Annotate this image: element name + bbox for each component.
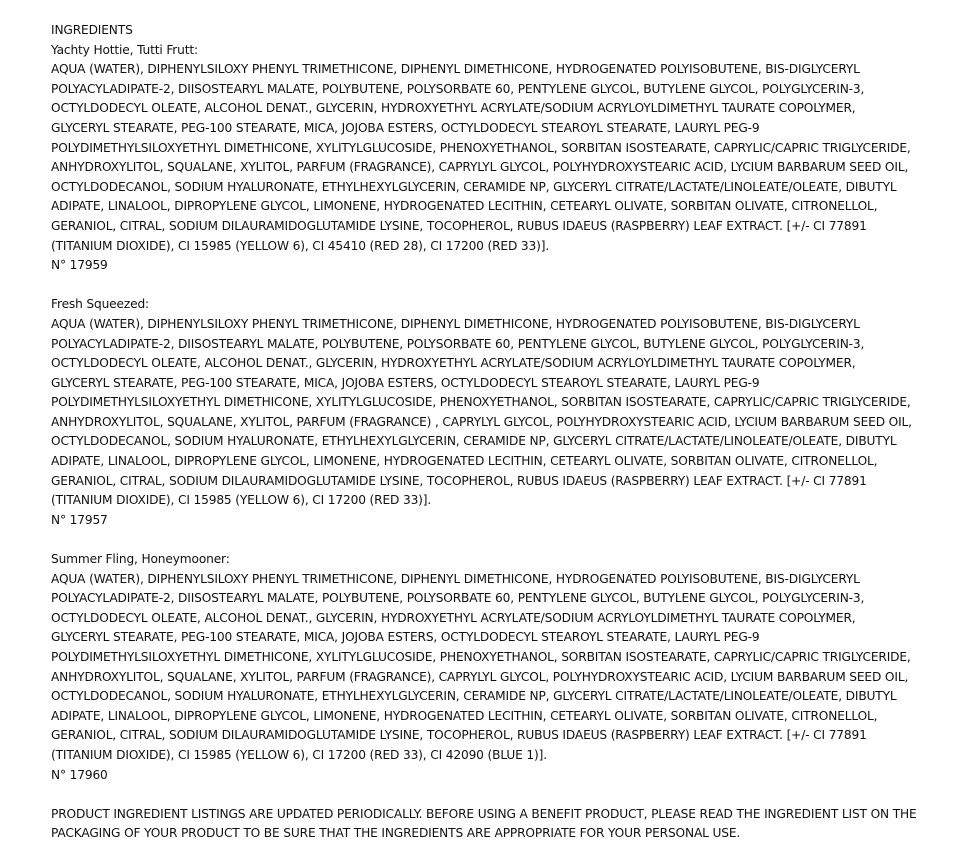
disclaimer-text: PRODUCT INGREDIENT LISTINGS ARE UPDATED PERIODICALLY. BEFORE USING A BENEFIT PRODUCT, PLEASE READ THE INGREDIENT LIST ON THE PACKAGING OF YOUR PRODUCT TO BE SURE THAT THE INGREDIENTS ARE APPROPRIATE FOR YOUR PERSONAL USE. [51, 806, 917, 841]
section-title: Summer Fling, Honeymooner: [51, 552, 230, 567]
product-number: N° 17959 [51, 258, 108, 273]
ingredient-section [51, 41, 931, 276]
section-title: Yachty Hottie, Tutti Frutt: [51, 42, 198, 57]
product-number: N° 17957 [51, 512, 108, 527]
ingredients-document [51, 21, 931, 844]
ingredient-list: AQUA (WATER), DIPHENYLSILOXY PHENYL TRIMETHICONE, DIPHENYL DIMETHICONE, HYDROGENATED POLYISOBUTENE, BIS-DIGLYCERYL POLYACYLADIPATE-2, DIISOSTEARYL MALATE, POLYBUTENE, POLYSORBATE 60, PENTYLENE GLYCOL, BUTYLENE GLYCOL, POLYGLYCERIN-3, OCTYLDODECYL OLEATE, ALCOHOL DENAT., GLYCERIN, HYDROXYETHYL ACRYLATE/SODIUM ACRYLOYLDIMETHYL TAURATE COPOLYMER, GLYCERYL STEARATE, PEG-100 STEARATE, MICA, JOJOBA ESTERS, OCTYLDODECYL STEAROYL STEARATE, LAURYL PEG-9 POLYDIMETHYLSILOXYETHYL DIMETHICONE, XYLITYLGLUCOSIDE, PHENOXYETHANOL, SORBITAN ISOSTEARATE, CAPRYLIC/CAPRIC TRIGLYCERIDE, ANHYDROXYLITOL, SQUALANE, XYLITOL, PARFUM (FRAGRANCE) , CAPRYLYL GLYCOL, POLYHYDROXYSTEARIC ACID, LYCIUM BARBARUM SEED OIL, OCTYLDODECANOL, SODIUM HYALURONATE, ETHYLHEXYLGLYCERIN, CERAMIDE NP, GLYCERYL CITRATE/LACTATE/LINOLEATE/OLEATE, DIBUTYL ADIPATE, LINALOOL, DIPROPYLENE GLYCOL, LIMONENE, HYDROGENATED LECITHIN, CETEARYL OLIVATE, SORBITAN OLIVATE, CITRONELLOL, GERANIOL, CITRAL, SODIUM DILAURAMIDOGLUTAMIDE LYSINE, TOCOPHEROL, RUBUS IDAEUS (RASPBERRY) LEAF EXTRACT. [+/- CI 77891 (TITANIUM DIOXIDE), CI 15985 (YELLOW 6), CI 17200 (RED 33)]. [51, 316, 912, 508]
ingredient-section [51, 295, 931, 530]
section-title: Fresh Squeezed: [51, 297, 149, 312]
ingredient-list: AQUA (WATER), DIPHENYLSILOXY PHENYL TRIMETHICONE, DIPHENYL DIMETHICONE, HYDROGENATED POLYISOBUTENE, BIS-DIGLYCERYL POLYACYLADIPATE-2, DIISOSTEARYL MALATE, POLYBUTENE, POLYSORBATE 60, PENTYLENE GLYCOL, BUTYLENE GLYCOL, POLYGLYCERIN-3, OCTYLDODECYL OLEATE, ALCOHOL DENAT., GLYCERIN, HYDROXYETHYL ACRYLATE/SODIUM ACRYLOYLDIMETHYL TAURATE COPOLYMER, GLYCERYL STEARATE, PEG-100 STEARATE, MICA, JOJOBA ESTERS, OCTYLDODECYL STEAROYL STEARATE, LAURYL PEG-9 POLYDIMETHYLSILOXYETHYL DIMETHICONE, XYLITYLGLUCOSIDE, PHENOXYETHANOL, SORBITAN ISOSTEARATE, CAPRYLIC/CAPRIC TRIGLYCERIDE, ANHYDROXYLITOL, SQUALANE, XYLITOL, PARFUM (FRAGRANCE), CAPRYLYL GLYCOL, POLYHYDROXYSTEARIC ACID, LYCIUM BARBARUM SEED OIL, OCTYLDODECANOL, SODIUM HYALURONATE, ETHYLHEXYLGLYCERIN, CERAMIDE NP, GLYCERYL CITRATE/LACTATE/LINOLEATE/OLEATE, DIBUTYL ADIPATE, LINALOOL, DIPROPYLENE GLYCOL, LIMONENE, HYDROGENATED LECITHIN, CETEARYL OLIVATE, SORBITAN OLIVATE, CITRONELLOL, GERANIOL, CITRAL, SODIUM DILAURAMIDOGLUTAMIDE LYSINE, TOCOPHEROL, RUBUS IDAEUS (RASPBERRY) LEAF EXTRACT. [+/- CI 77891 (TITANIUM DIOXIDE), CI 15985 (YELLOW 6), CI 17200 (RED 33), CI 42090 (BLUE 1)]. [51, 571, 911, 762]
product-number: N° 17960 [51, 767, 108, 782]
ingredient-section [51, 550, 931, 785]
ingredient-list: AQUA (WATER), DIPHENYLSILOXY PHENYL TRIMETHICONE, DIPHENYL DIMETHICONE, HYDROGENATED POLYISOBUTENE, BIS-DIGLYCERYL POLYACYLADIPATE-2, DIISOSTEARYL MALATE, POLYBUTENE, POLYSORBATE 60, PENTYLENE GLYCOL, BUTYLENE GLYCOL, POLYGLYCERIN-3, OCTYLDODECYL OLEATE, ALCOHOL DENAT., GLYCERIN, HYDROXYETHYL ACRYLATE/SODIUM ACRYLOYLDIMETHYL TAURATE COPOLYMER, GLYCERYL STEARATE, PEG-100 STEARATE, MICA, JOJOBA ESTERS, OCTYLDODECYL STEAROYL STEARATE, LAURYL PEG-9 POLYDIMETHYLSILOXYETHYL DIMETHICONE, XYLITYLGLUCOSIDE, PHENOXYETHANOL, SORBITAN ISOSTEARATE, CAPRYLIC/CAPRIC TRIGLYCERIDE, ANHYDROXYLITOL, SQUALANE, XYLITOL, PARFUM (FRAGRANCE), CAPRYLYL GLYCOL, POLYHYDROXYSTEARIC ACID, LYCIUM BARBARUM SEED OIL, OCTYLDODECANOL, SODIUM HYALURONATE, ETHYLHEXYLGLYCERIN, CERAMIDE NP, GLYCERYL CITRATE/LACTATE/LINOLEATE/OLEATE, DIBUTYL ADIPATE, LINALOOL, DIPROPYLENE GLYCOL, LIMONENE, HYDROGENATED LECITHIN, CETEARYL OLIVATE, SORBITAN OLIVATE, CITRONELLOL, GERANIOL, CITRAL, SODIUM DILAURAMIDOGLUTAMIDE LYSINE, TOCOPHEROL, RUBUS IDAEUS (RASPBERRY) LEAF EXTRACT. [+/- CI 77891 (TITANIUM DIOXIDE), CI 15985 (YELLOW 6), CI 45410 (RED 28), CI 17200 (RED 33)]. [51, 62, 911, 253]
ingredients-heading: INGREDIENTS [51, 23, 133, 37]
